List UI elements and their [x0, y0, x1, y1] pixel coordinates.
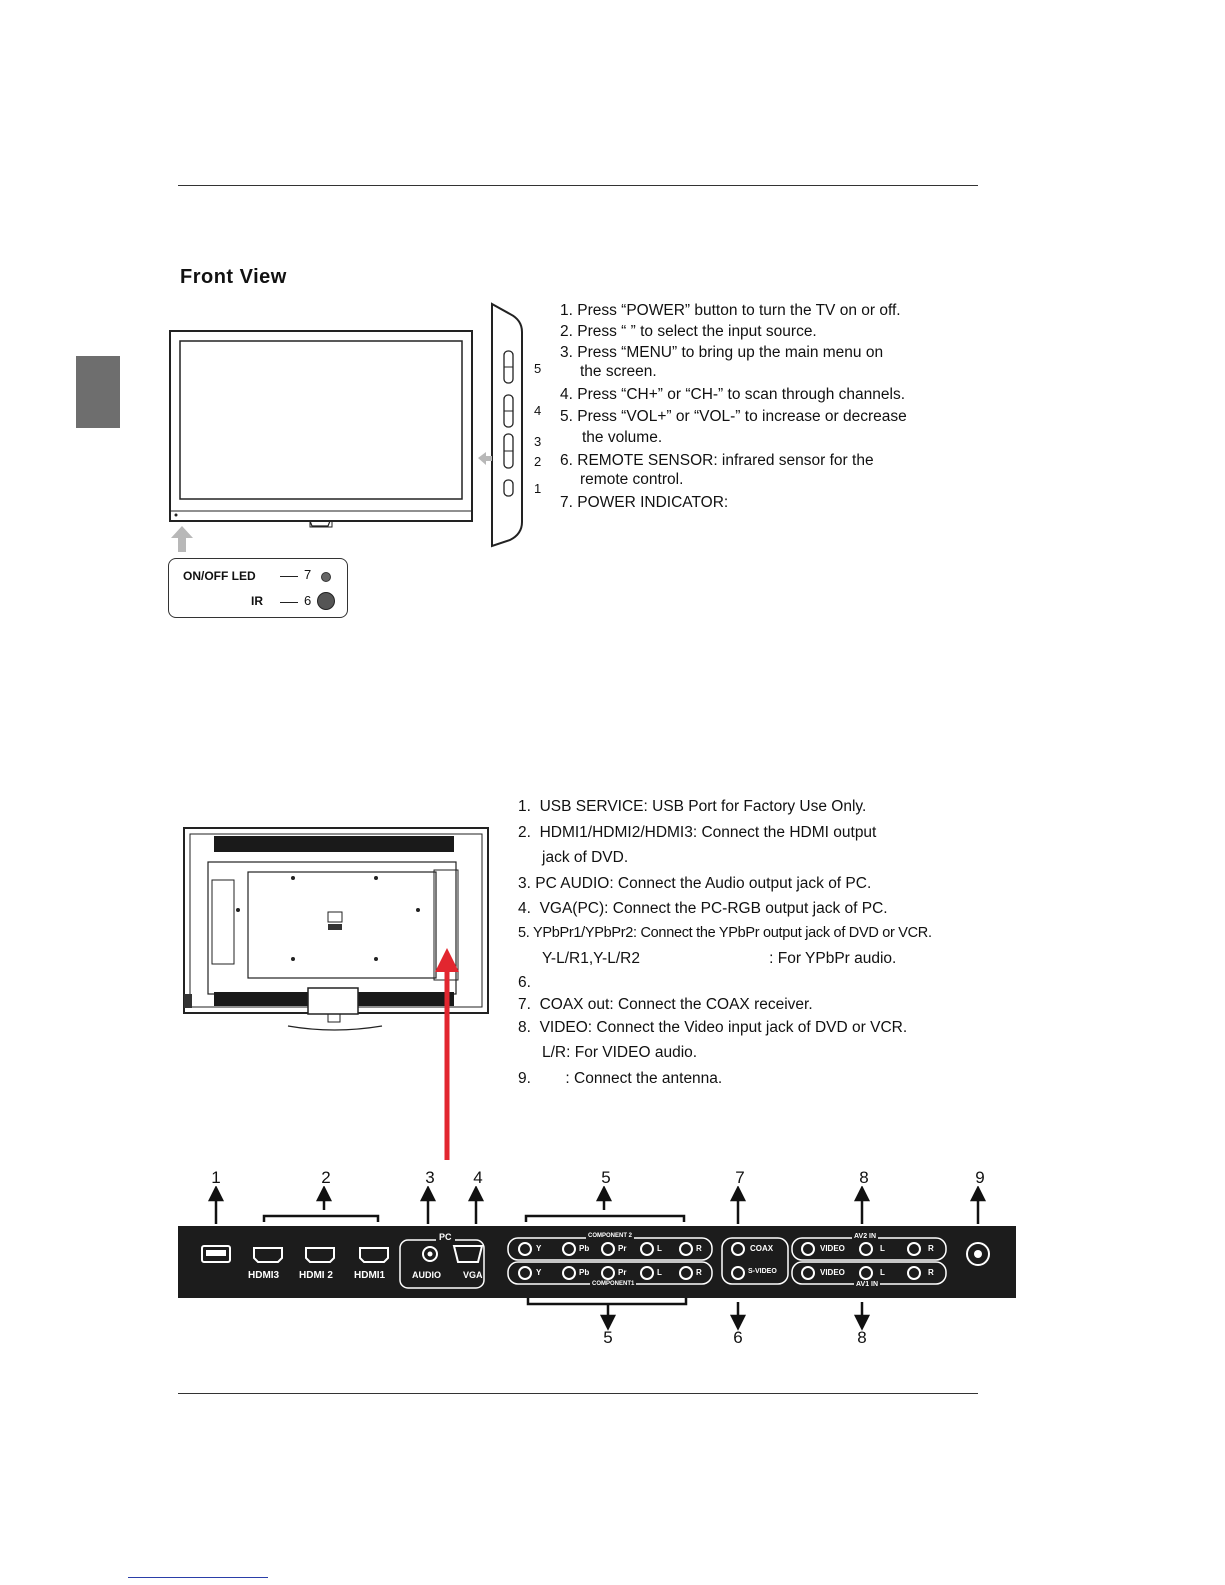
- panel-number-5: 5: [601, 1168, 611, 1187]
- rear-item-1: 1. USB SERVICE: USB Port for Factory Use Only.: [518, 798, 867, 815]
- panel-number-4: 4: [473, 1168, 483, 1187]
- panel-bottom-number-5: 5: [603, 1328, 613, 1347]
- comp1-y-label: Y: [536, 1268, 542, 1277]
- rear-item-7: 7. COAX out: Connect the COAX receiver.: [518, 996, 813, 1013]
- footer-rule: [178, 1393, 978, 1394]
- comp2-l-label: L: [657, 1244, 662, 1253]
- component1-title: COMPONENT1: [592, 1281, 635, 1287]
- front-item-7: 7. POWER INDICATOR:: [560, 494, 729, 511]
- rear-description-list: [518, 796, 1018, 1096]
- panel-number-8: 8: [859, 1168, 869, 1187]
- av2-r-label: R: [928, 1244, 934, 1253]
- av2-l-label: L: [880, 1244, 885, 1253]
- front-view-heading: Front View: [180, 266, 287, 288]
- av1-l-label: L: [880, 1268, 885, 1277]
- led-number: 7: [304, 567, 312, 582]
- rear-item-5-cont: Y-L/R1,Y-L/R2 : For YPbPr audio.: [542, 950, 897, 967]
- tv-side-panel-drawing: [474, 300, 534, 550]
- rear-item-3: 3. PC AUDIO: Connect the Audio output jack of PC.: [518, 875, 872, 892]
- comp1-r-label: R: [696, 1268, 702, 1277]
- rear-item-9: 9. : Connect the antenna.: [518, 1070, 723, 1087]
- comp2-y-label: Y: [536, 1244, 542, 1253]
- ir-sensor-icon: [317, 592, 335, 610]
- front-item-5-cont: the volume.: [582, 429, 663, 446]
- svideo-label: S-VIDEO: [748, 1268, 777, 1275]
- rear-item-8: 8. VIDEO: Connect the Video input jack of DVD or VCR.: [518, 1019, 908, 1036]
- hdmi3-label: HDMI3: [248, 1270, 280, 1281]
- hdmi1-label: HDMI1: [354, 1270, 386, 1281]
- rear-item-6: 6.: [518, 974, 531, 991]
- led-label: ON/OFF LED: [183, 569, 256, 583]
- front-item-2: 2. Press “ ” to select the input source.: [560, 323, 817, 340]
- hdmi2-label: HDMI 2: [299, 1270, 333, 1281]
- up-arrow-icon: [170, 526, 194, 552]
- pc-audio-label: AUDIO: [412, 1270, 441, 1280]
- panel-number-1: 1: [211, 1168, 221, 1187]
- led-leader: [280, 576, 298, 577]
- rear-item-8-cont: L/R: For VIDEO audio.: [542, 1044, 698, 1061]
- panel-bottom-number-6: 6: [733, 1328, 743, 1347]
- front-item-4: 4. Press “CH+” or “CH-” to scan through channels.: [560, 386, 906, 403]
- front-item-6: 6. REMOTE SENSOR: infrared sensor for the: [560, 452, 874, 469]
- comp1-pb-label: Pb: [579, 1268, 590, 1277]
- ir-label: IR: [251, 594, 263, 608]
- comp1-pr-label: Pr: [618, 1268, 627, 1277]
- av2-video-label: VIDEO: [820, 1244, 845, 1253]
- panel-number-7: 7: [735, 1168, 745, 1187]
- front-description-list: [560, 300, 1000, 520]
- panel-number-9: 9: [975, 1168, 985, 1187]
- front-item-3-cont: the screen.: [580, 363, 657, 380]
- component2-title: COMPONENT 2: [588, 1233, 633, 1239]
- av2-title: AV2 IN: [854, 1233, 877, 1240]
- footer-underline: [128, 1577, 268, 1578]
- header-rule: [178, 185, 978, 186]
- ir-leader: [280, 602, 298, 603]
- comp2-pb-label: Pb: [579, 1244, 590, 1253]
- side-button-number-1: 1: [534, 481, 542, 496]
- comp2-pr-label: Pr: [618, 1244, 627, 1253]
- panel-number-3: 3: [425, 1168, 435, 1187]
- comp1-l-label: L: [657, 1268, 662, 1277]
- red-pointer-arrow: [434, 948, 460, 1160]
- rear-item-5: 5. YPbPr1/YPbPr2: Connect the YPbPr output jack of DVD or VCR.: [518, 925, 932, 941]
- panel-number-2: 2: [321, 1168, 331, 1187]
- av1-r-label: R: [928, 1268, 934, 1277]
- side-button-number-3: 3: [534, 434, 542, 449]
- side-button-number-5: 5: [534, 361, 542, 376]
- connector-labels: [178, 1226, 1016, 1298]
- side-button-number-2: 2: [534, 454, 542, 469]
- rear-item-2: 2. HDMI1/HDMI2/HDMI3: Connect the HDMI output: [518, 824, 877, 841]
- front-item-1: 1. Press “POWER” button to turn the TV on or off.: [560, 302, 901, 319]
- av1-title: AV1 IN: [856, 1281, 879, 1288]
- section-tab: [76, 356, 120, 428]
- rear-item-2-cont: jack of DVD.: [542, 849, 629, 866]
- rear-item-4: 4. VGA(PC): Connect the PC-RGB output jack of PC.: [518, 900, 888, 917]
- led-icon: [321, 572, 331, 582]
- av1-video-label: VIDEO: [820, 1268, 845, 1277]
- pc-group-title: PC: [436, 1232, 455, 1242]
- panel-bottom-number-8: 8: [857, 1328, 867, 1347]
- coax-label: COAX: [750, 1244, 774, 1253]
- front-item-5: 5. Press “VOL+” or “VOL-” to increase or decrease: [560, 408, 907, 425]
- front-item-3: 3. Press “MENU” to bring up the main menu on: [560, 344, 884, 361]
- front-item-6-cont: remote control.: [580, 471, 684, 488]
- tv-front-drawing: [160, 325, 480, 555]
- indicator-box: [168, 558, 348, 618]
- vga-label: VGA: [463, 1270, 483, 1280]
- ir-number: 6: [304, 593, 312, 608]
- comp2-r-label: R: [696, 1244, 702, 1253]
- side-button-number-4: 4: [534, 403, 542, 418]
